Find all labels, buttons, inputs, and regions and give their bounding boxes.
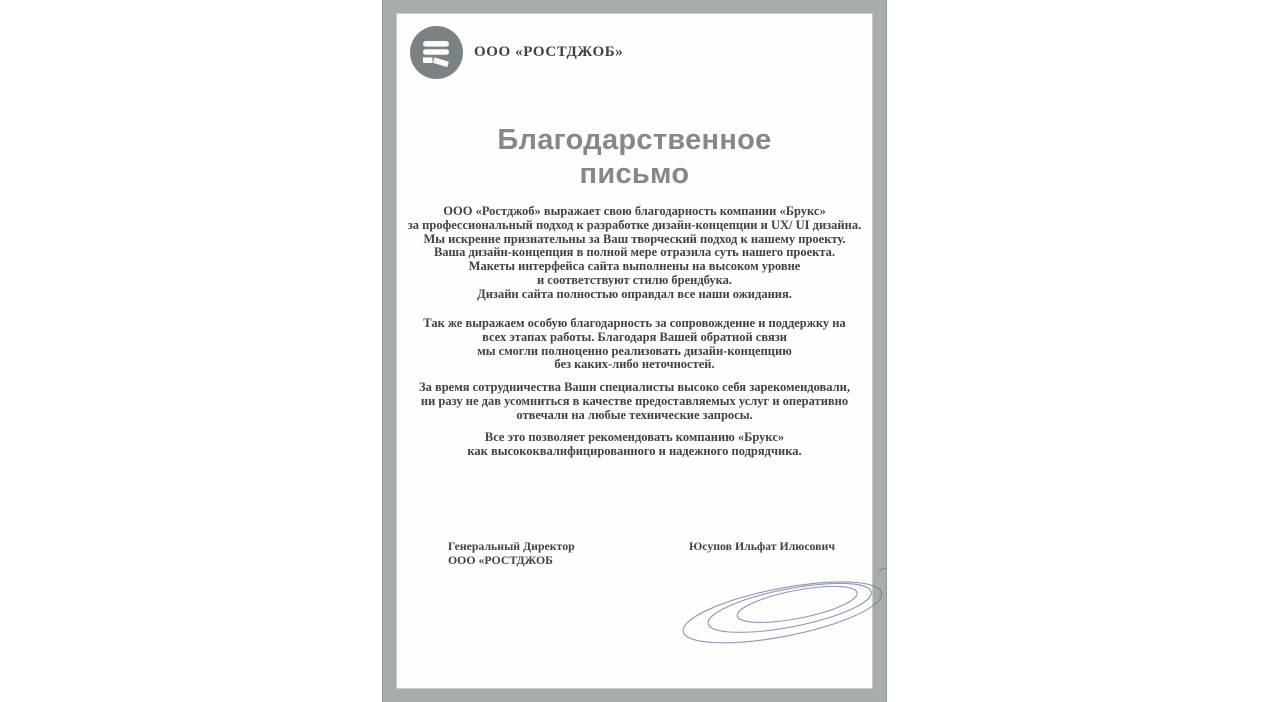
paragraph-3 xyxy=(396,381,873,422)
paragraph-line: Макеты интерфейса сайта выполнены на высоком уровне xyxy=(468,259,801,274)
paragraph-1 xyxy=(396,205,873,302)
signer-role-line2: ООО «РОСТДЖОБ xyxy=(448,553,553,567)
paragraph-line: мы смогли полноценно реализовать дизайн-концепцию xyxy=(477,343,792,358)
company-name: ООО «РОСТДЖОБ» xyxy=(474,44,624,60)
signer-name: Юсупов Ильфат Илюсович xyxy=(689,539,835,553)
paragraph-line: всех этапах работы. Благодаря Вашей обратной связи xyxy=(482,329,787,344)
paragraph-line: как высококвалифицированного и надежного подрядчика. xyxy=(467,443,802,458)
paragraph-line: Мы искренне признательны за Ваш творческий подход к нашему проекту. xyxy=(423,231,846,246)
letter-title xyxy=(396,123,873,191)
paragraph-line: ООО «Ростджоб» выражает свою благодарность компании «Брукс» xyxy=(443,204,826,218)
signer-role xyxy=(448,539,575,567)
paragraph-line: ни разу не дав усомниться в качестве предоставляемых услуг и оперативно xyxy=(420,393,849,408)
letter-title-line1: Благодарственное xyxy=(497,124,772,156)
paragraph-line: за профессиональный подход к разработке дизайн-концепции и UX/ UI дизайна. xyxy=(407,217,862,232)
paragraph-line: Дизайн сайта полностью оправдал все наши ожидания. xyxy=(477,286,792,301)
paragraph-line: и соответствуют стилю брендбука. xyxy=(536,272,733,287)
letter-page xyxy=(383,0,886,702)
paragraph-line: Ваша дизайн-концепция в полной мере отразила суть нашего проекта. xyxy=(433,245,836,260)
signer-role-line1: Генеральный Директор xyxy=(448,539,575,553)
letter-title-line2: письмо xyxy=(579,158,690,190)
rostjob-logo-icon xyxy=(410,26,463,79)
signature-block xyxy=(396,539,873,567)
paragraph-4 xyxy=(396,431,873,459)
paragraph-2 xyxy=(396,317,873,372)
paragraph-line: Так же выражаем особую благодарность за сопровождение и поддержку на xyxy=(423,316,846,330)
letterhead xyxy=(410,26,623,79)
paragraph-line: За время сотрудничества Ваши специалисты высоко себя зарекомендовали, xyxy=(418,380,850,394)
paragraph-line: без каких-либо неточностей. xyxy=(554,357,715,372)
paragraph-line: отвечали на любые технические запросы. xyxy=(516,407,753,422)
paragraph-line: Все это позволяет рекомендовать компанию «Брукс» xyxy=(484,430,785,444)
handwritten-signature-icon xyxy=(674,566,894,654)
